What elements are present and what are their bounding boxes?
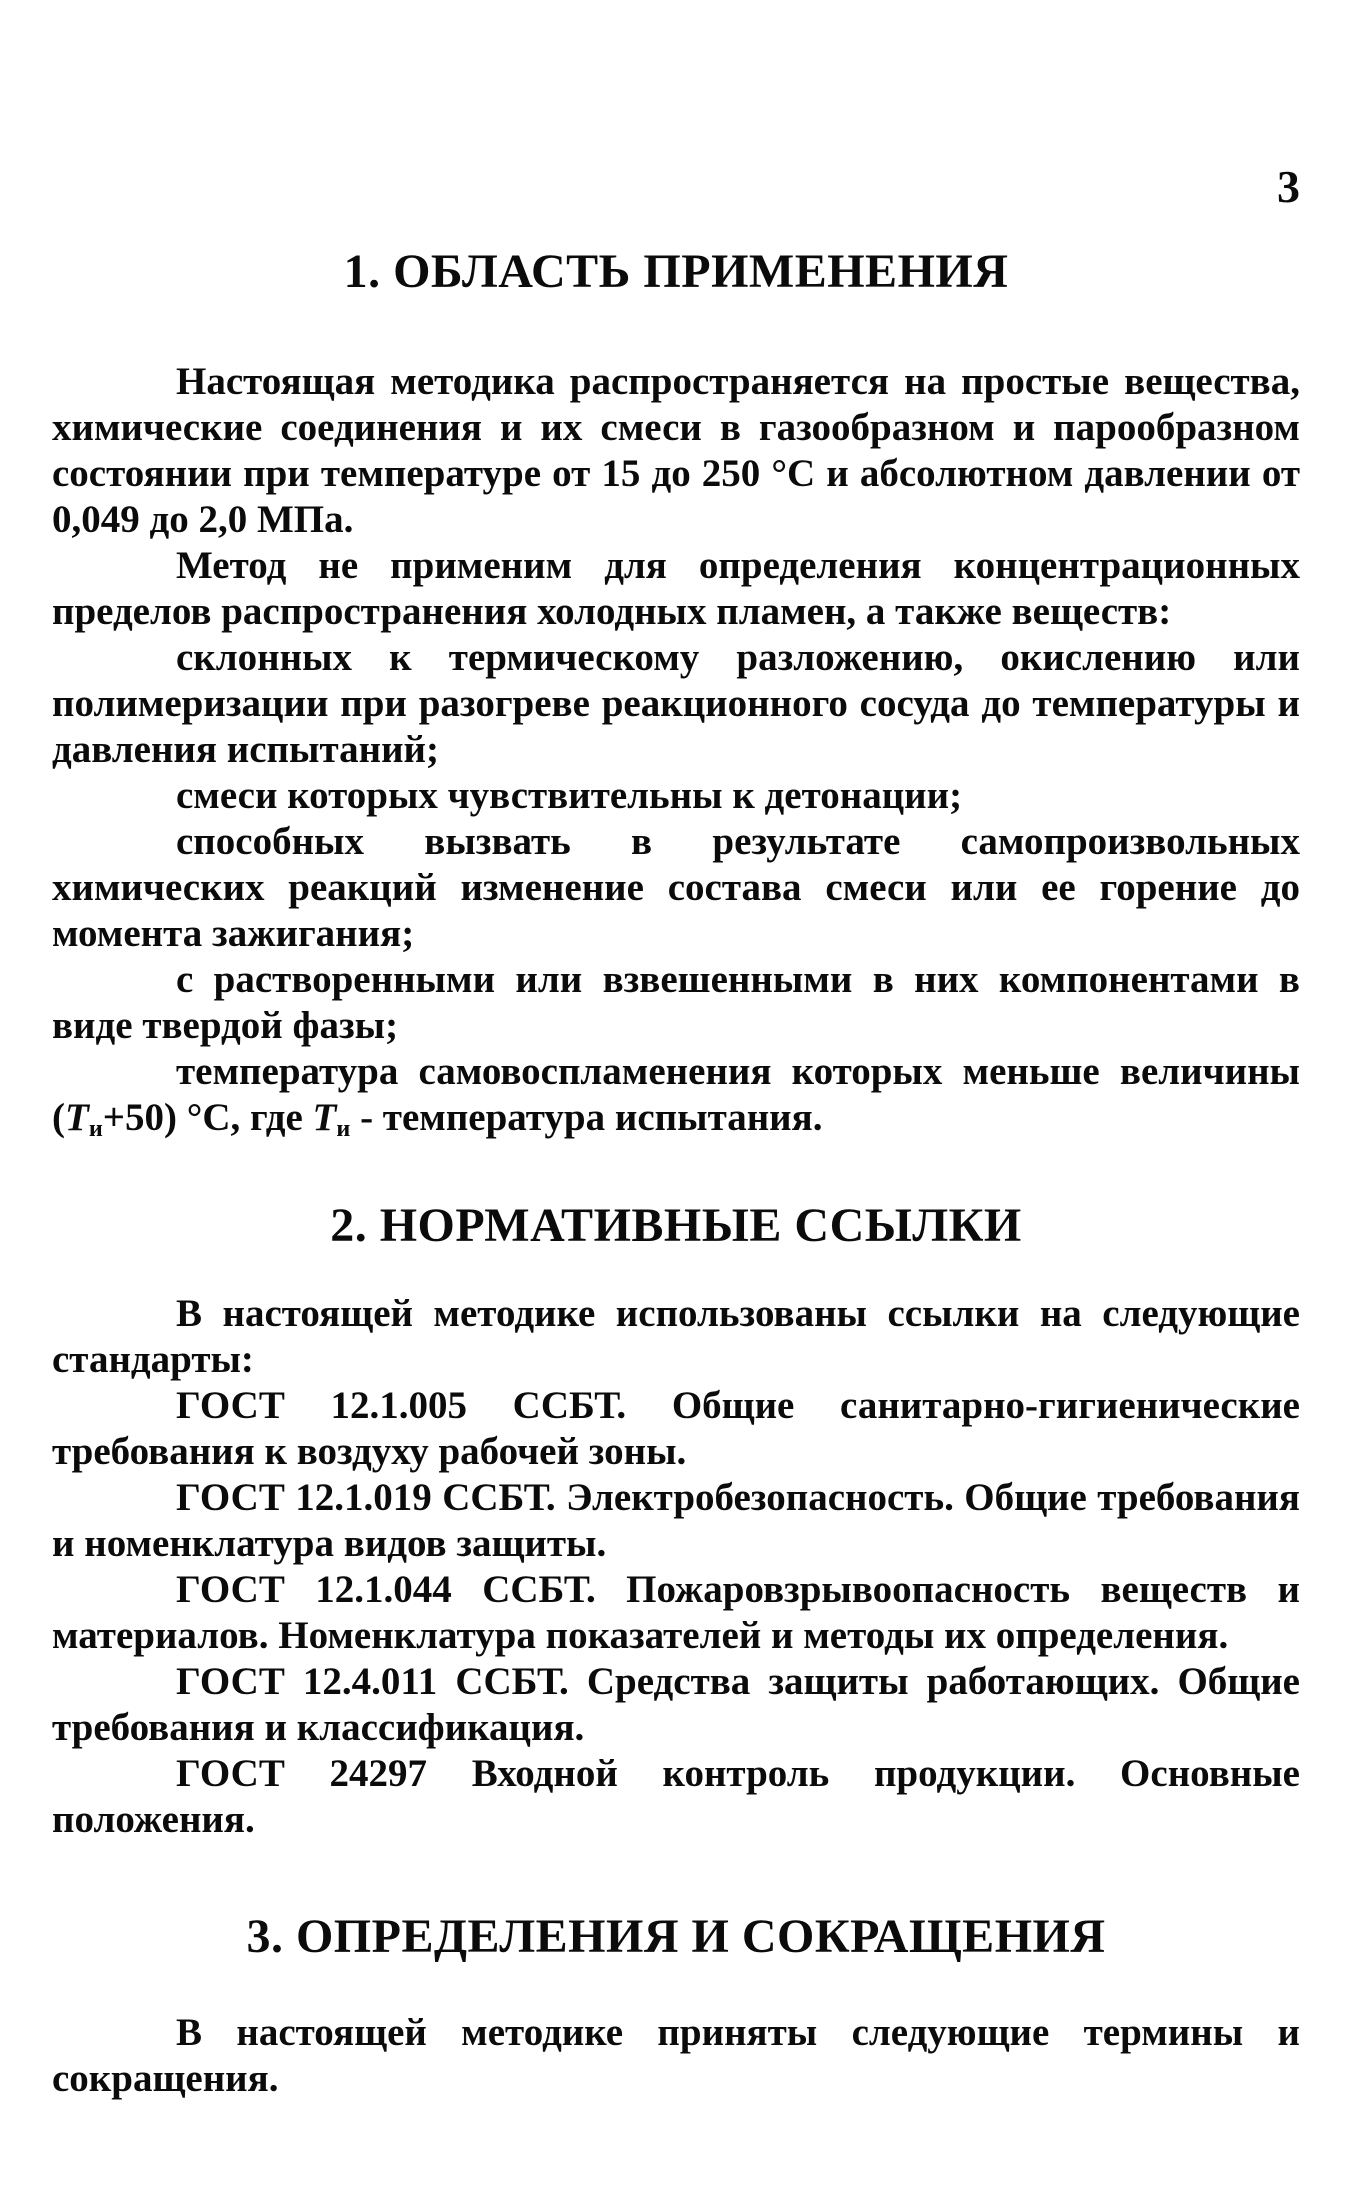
- section-definitions: [52, 1909, 1300, 2102]
- reference-item: ГОСТ 12.1.019 ССБТ. Электробезопасность. Общие требования и номенклатура видов защиты.: [52, 1476, 1300, 1566]
- reference-item: ГОСТ 24297 Входной контроль продукции. Основные положения.: [52, 1752, 1300, 1842]
- paragraph: Метод не применим для определения концентрационных пределов распространения холодных пламен, а также веществ:: [52, 544, 1300, 633]
- reference-item: ГОСТ 12.1.005 ССБТ. Общие санитарно-гигиенические требования к воздуху рабочей зоны.: [52, 1384, 1300, 1474]
- section-normative-references: [52, 1198, 1300, 1843]
- symbol-subscript: и: [336, 1115, 351, 1143]
- symbol-t: T: [65, 1096, 89, 1139]
- text-fragment: - температура испытания.: [350, 1096, 823, 1139]
- list-item: смеси которых чувствительны к детонации;: [176, 774, 963, 817]
- list-item: [52, 1049, 1300, 1152]
- symbol-subscript: и: [88, 1115, 103, 1143]
- text-fragment: температура самовоспламенения которых меньше величины (: [52, 1050, 1300, 1139]
- reference-item: ГОСТ 12.4.011 ССБТ. Средства защиты работающих. Общие требования и классификация.: [52, 1660, 1300, 1750]
- reference-item: ГОСТ 12.1.044 ССБТ. Пожаровзрывоопасность веществ и материалов. Номенклатура показателей и методы их определения.: [52, 1568, 1300, 1658]
- section-title: 1. ОБЛАСТЬ ПРИМЕНЕНИЯ: [343, 245, 1009, 298]
- paragraph: В настоящей методике приняты следующие термины и сокращения.: [52, 2011, 1300, 2101]
- page-number: 3: [1277, 161, 1300, 212]
- section-title: 2. НОРМАТИВНЫЕ ССЫЛКИ: [330, 1199, 1022, 1253]
- list-item: склонных к термическому разложению, окислению или полимеризации при разогреве реакционного сосуда до температуры и давления испытаний;: [52, 636, 1300, 771]
- document-page: [52, 0, 1300, 2190]
- list-item: способных вызвать в результате самопроизвольных химических реакций изменение состава смеси или ее горение до момента зажигания;: [52, 820, 1300, 955]
- paragraph: Настоящая методика распространяется на простые вещества, химические соединения и их смеси в газообразном и парообразном состоянии при температуре от 15 до 250 °С и абсолютном давлении от 0,049 до 2,0 МПа.: [52, 360, 1300, 541]
- list-item: с растворенными или взвешенными в них компонентами в виде твердой фазы;: [52, 958, 1300, 1047]
- symbol-t: T: [312, 1096, 337, 1139]
- section-title: 3. ОПРЕДЕЛЕНИЯ И СОКРАЩЕНИЯ: [246, 1910, 1106, 1964]
- paragraph: В настоящей методике использованы ссылки на следующие стандарты:: [52, 1292, 1300, 1382]
- text-fragment: +50) °С, где: [102, 1096, 313, 1139]
- section-scope: [52, 244, 1300, 1152]
